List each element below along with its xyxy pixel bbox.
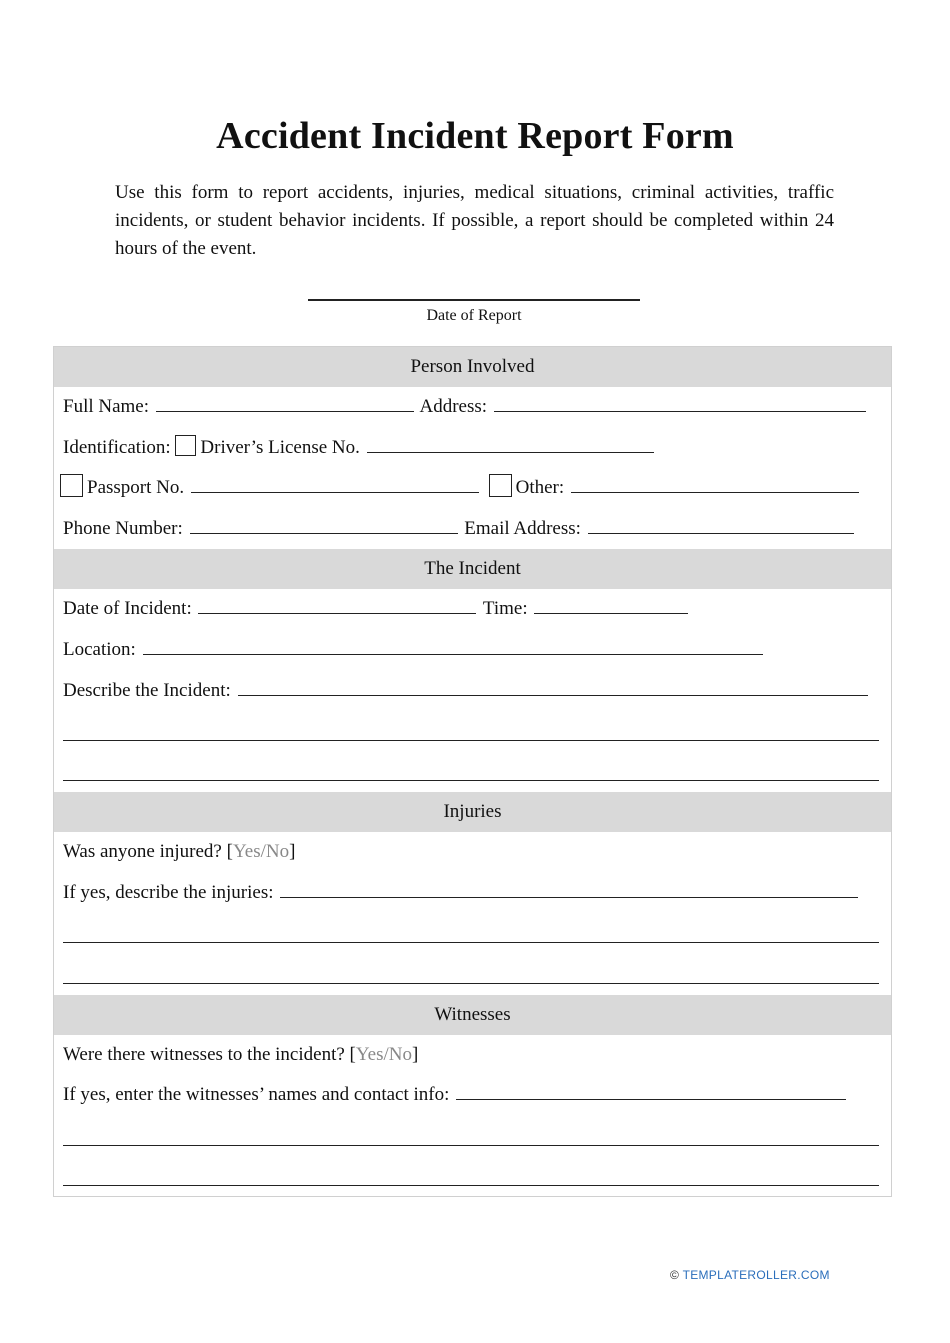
witnesses-names-label: If yes, enter the witnesses’ names and contact info: <box>63 1084 450 1106</box>
footer-credit <box>670 1268 830 1282</box>
row-witnesses-question: Were there witnesses to the incident? [Yes/No] <box>63 1043 419 1065</box>
describe-incident-label: Describe the Incident: <box>63 679 231 701</box>
incident-date-field[interactable] <box>198 594 476 614</box>
row-location <box>54 630 891 671</box>
row-identification <box>54 428 891 469</box>
describe-injuries-line-2[interactable] <box>54 914 891 955</box>
witnesses-yes-no[interactable]: Yes/No <box>355 1043 413 1065</box>
describe-injuries-field[interactable] <box>280 878 858 898</box>
witnesses-line-3[interactable] <box>54 1157 891 1198</box>
phone-field[interactable] <box>190 514 458 534</box>
row-date-time <box>54 589 891 630</box>
section-injuries: Injuries <box>54 792 891 832</box>
drivers-license-checkbox[interactable] <box>175 435 196 456</box>
address-field[interactable] <box>494 392 866 412</box>
section-person-involved: Person Involved <box>54 347 891 387</box>
anyone-injured-yes-no[interactable]: Yes/No <box>232 841 290 863</box>
passport-label: Passport No. <box>87 477 185 499</box>
copyright-symbol: © <box>670 1268 680 1282</box>
address-label: Address: <box>419 396 488 417</box>
date-of-report-field[interactable] <box>308 299 640 301</box>
email-label: Email Address: <box>464 517 581 539</box>
other-checkbox[interactable] <box>489 474 512 497</box>
full-name-label: Full Name: <box>63 396 150 417</box>
date-of-report-label: Date of Report <box>426 307 522 324</box>
templateroller-link[interactable]: TEMPLATEROLLER.COM <box>682 1268 830 1282</box>
row-describe-injuries <box>54 873 891 914</box>
describe-incident-line-2[interactable] <box>54 711 891 752</box>
section-the-incident: The Incident <box>54 549 891 589</box>
location-field[interactable] <box>143 635 763 655</box>
location-label: Location: <box>63 638 136 660</box>
witnesses-names-field[interactable] <box>456 1080 846 1100</box>
describe-injuries-label: If yes, describe the injuries: <box>63 881 274 903</box>
describe-injuries-line-3[interactable] <box>54 954 891 995</box>
other-label: Other: <box>515 477 565 499</box>
identification-label: Identification: <box>63 436 171 458</box>
other-field[interactable] <box>571 473 859 493</box>
incident-time-label: Time: <box>482 598 528 620</box>
passport-checkbox[interactable] <box>60 474 83 497</box>
row-name-address <box>54 387 891 428</box>
phone-label: Phone Number: <box>63 517 183 539</box>
drivers-license-field[interactable] <box>367 433 654 453</box>
anyone-injured-question: Was anyone injured? <box>63 841 222 863</box>
row-passport-other <box>54 468 891 509</box>
passport-field[interactable] <box>191 473 479 493</box>
drivers-license-label: Driver’s License No. <box>200 436 360 458</box>
row-describe-incident <box>54 671 891 712</box>
describe-incident-field[interactable] <box>238 676 868 696</box>
section-witnesses: Witnesses <box>54 995 891 1035</box>
row-anyone-injured: Was anyone injured? [Yes/No] <box>63 841 296 863</box>
full-name-field[interactable] <box>156 392 414 412</box>
incident-time-field[interactable] <box>534 594 688 614</box>
page-title: Accident Incident Report Form <box>216 115 734 157</box>
describe-incident-line-3[interactable] <box>54 752 891 793</box>
witnesses-question: Were there witnesses to the incident? <box>63 1043 345 1065</box>
row-phone-email <box>54 509 891 550</box>
row-witnesses-names <box>54 1075 891 1116</box>
intro-text: Use this form to report accidents, injuries, medical situations, criminal activities, traffic incidents, or student behavior incidents. If possible, a report should be completed within 24 hours of the event. <box>115 182 834 259</box>
email-field[interactable] <box>588 514 854 534</box>
report-form <box>53 346 892 1197</box>
witnesses-line-2[interactable] <box>54 1116 891 1157</box>
incident-date-label: Date of Incident: <box>63 598 192 620</box>
